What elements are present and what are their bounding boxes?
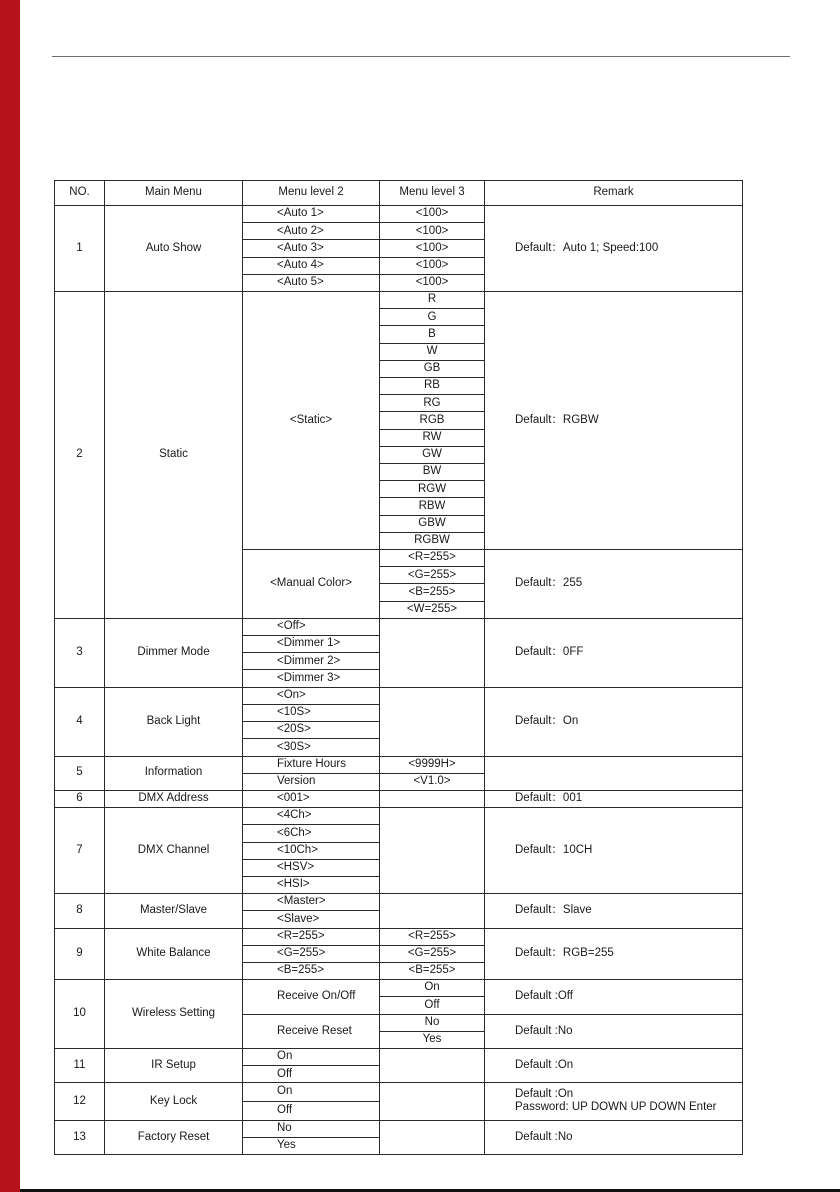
level2-cell: Off [243,1066,380,1083]
row-number: 5 [55,756,105,790]
level3-cell: W [380,343,485,360]
main-menu-cell: IR Setup [105,1048,243,1082]
main-menu-cell: Static [105,292,243,619]
level3-cell: <V1.0> [380,773,485,790]
accent-bar [0,0,20,1192]
level2-cell: <Manual Color> [243,550,380,619]
table-row [55,1048,743,1065]
level3-cell [380,618,485,687]
row-number: 12 [55,1083,105,1120]
remark-line: Default :On [515,1088,574,1101]
table-row [55,292,743,309]
remark-cell: Default：RGBW [485,292,743,550]
level3-cell: RW [380,429,485,446]
level2-cell: <6Ch> [243,825,380,842]
menu-structure-table [54,180,743,1155]
level2-cell: <HSV> [243,859,380,876]
level2-cell: <R=255> [243,928,380,945]
level2-cell: <Slave> [243,911,380,928]
table-row [55,894,743,911]
level3-cell: <B=255> [380,962,485,979]
level3-cell: <B=255> [380,584,485,601]
level3-cell: <100> [380,240,485,257]
col-header-menu-level-3: Menu level 3 [380,181,485,206]
remark-cell: Default :On [485,1048,743,1082]
main-menu-cell: Dimmer Mode [105,618,243,687]
header-row [55,181,743,206]
table-row [55,980,743,997]
level2-cell: <Auto 3> [243,240,380,257]
level2-cell: On [243,1048,380,1065]
row-number: 2 [55,292,105,619]
main-menu-cell: DMX Address [105,790,243,807]
level3-cell: <G=255> [380,945,485,962]
remark-cell: Default：On [485,687,743,756]
main-menu-cell: Key Lock [105,1083,243,1120]
level2-cell: <Auto 2> [243,223,380,240]
level2-cell: <Dimmer 2> [243,653,380,670]
level2-cell: <Auto 1> [243,206,380,223]
level3-cell: <100> [380,206,485,223]
header-rule [52,56,790,57]
level2-cell: <On> [243,687,380,704]
remark-cell: Default :No [485,1014,743,1048]
level3-cell: Off [380,997,485,1014]
row-number: 3 [55,618,105,687]
level2-cell: Fixture Hours [243,756,380,773]
level3-cell: RBW [380,498,485,515]
level3-cell: R [380,292,485,309]
level3-cell: B [380,326,485,343]
level3-cell [380,1048,485,1082]
level2-cell: <Dimmer 3> [243,670,380,687]
level2-cell: <10Ch> [243,842,380,859]
level2-cell: Receive On/Off [243,980,380,1014]
col-header-main-menu: Main Menu [105,181,243,206]
level2-cell: <B=255> [243,962,380,979]
level3-cell: BW [380,464,485,481]
level2-cell: <20S> [243,722,380,739]
main-menu-cell: Back Light [105,687,243,756]
level2-cell: Receive Reset [243,1014,380,1048]
row-number: 13 [55,1120,105,1154]
level2-cell: Yes [243,1137,380,1154]
level2-cell: <Static> [243,292,380,550]
col-header-no: NO. [55,181,105,206]
level2-cell: No [243,1120,380,1137]
main-menu-cell: Information [105,756,243,790]
main-menu-cell: DMX Channel [105,808,243,894]
row-number: 1 [55,206,105,292]
level3-cell [380,1120,485,1154]
level3-cell: On [380,980,485,997]
level3-cell: <R=255> [380,928,485,945]
level3-cell [380,808,485,894]
level3-cell: GBW [380,515,485,532]
level2-cell: <Auto 4> [243,257,380,274]
level2-cell: <30S> [243,739,380,756]
level3-cell: <W=255> [380,601,485,618]
level2-cell: <Auto 5> [243,274,380,291]
level3-cell: <9999H> [380,756,485,773]
level3-cell: <100> [380,274,485,291]
level3-cell: RGW [380,481,485,498]
table-row [55,808,743,825]
row-number: 9 [55,928,105,980]
remark-cell: Default：0FF [485,618,743,687]
level3-cell: Yes [380,1031,485,1048]
row-number: 4 [55,687,105,756]
table-row [55,206,743,223]
table-row [55,928,743,945]
row-number: 8 [55,894,105,928]
main-menu-cell: Master/Slave [105,894,243,928]
level3-cell: RG [380,395,485,412]
level3-cell [380,790,485,807]
table-row [55,790,743,807]
remark-cell: Default :No [485,1120,743,1154]
level3-cell [380,1083,485,1120]
row-number: 11 [55,1048,105,1082]
level2-cell: Version [243,773,380,790]
remark-cell: Default：Auto 1; Speed:100 [485,206,743,292]
main-menu-cell: Factory Reset [105,1120,243,1154]
level2-cell: <G=255> [243,945,380,962]
level2-cell: <10S> [243,704,380,721]
level2-cell: <001> [243,790,380,807]
level2-cell: <Dimmer 1> [243,636,380,653]
level3-cell: G [380,309,485,326]
table-row [55,756,743,773]
level3-cell: <100> [380,257,485,274]
level3-cell [380,894,485,928]
main-menu-cell: Wireless Setting [105,980,243,1049]
level2-cell: <Off> [243,618,380,635]
row-number: 6 [55,790,105,807]
level3-cell: RB [380,378,485,395]
level3-cell: RGBW [380,532,485,549]
col-header-menu-level-2: Menu level 2 [243,181,380,206]
level3-cell: <R=255> [380,550,485,567]
main-menu-cell: White Balance [105,928,243,980]
col-header-remark: Remark [485,181,743,206]
row-number: 10 [55,980,105,1049]
remark-cell [485,1083,743,1120]
level3-cell: GW [380,446,485,463]
row-number: 7 [55,808,105,894]
remark-cell: Default：255 [485,550,743,619]
main-menu-cell: Auto Show [105,206,243,292]
remark-line: Password: UP DOWN UP DOWN Enter [515,1101,717,1114]
level3-cell: GB [380,360,485,377]
level2-cell: <4Ch> [243,808,380,825]
remark-cell: Default：RGB=255 [485,928,743,980]
level2-cell: On [243,1083,380,1102]
table-row [55,618,743,635]
level2-cell: Off [243,1101,380,1120]
level3-cell: <100> [380,223,485,240]
level3-cell [380,687,485,756]
table-row [55,687,743,704]
level2-cell: <HSI> [243,876,380,893]
table-row [55,1083,743,1102]
level2-cell: <Master> [243,894,380,911]
level3-cell: RGB [380,412,485,429]
remark-cell: Default :Off [485,980,743,1014]
level3-cell: <G=255> [380,567,485,584]
remark-cell: Default：10CH [485,808,743,894]
remark-cell: Default：001 [485,790,743,807]
remark-cell: Default：Slave [485,894,743,928]
remark-cell [485,756,743,790]
level3-cell: No [380,1014,485,1031]
table-row [55,1120,743,1137]
